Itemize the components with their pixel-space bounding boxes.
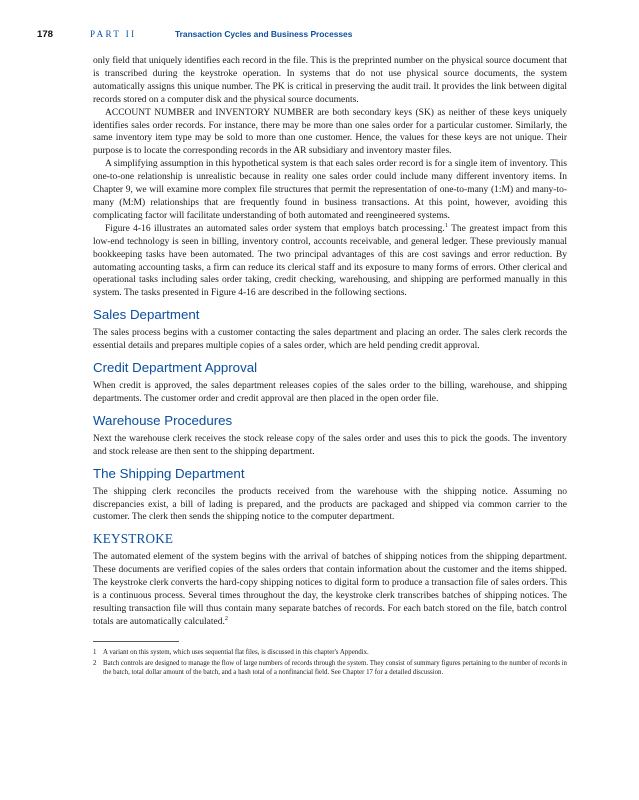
footnote-ref-2: 2: [224, 614, 228, 622]
paragraph-batch-processing-rest: The greatest impact from this low-end technology is seen in billing, inventory control, accounts receivable, and general ledger. These previously manual bookkeeping tasks have been automated. The two principal advantages of this are cost savings and error reduction. By automating accounting tasks, a firm can reduce its clerical staff and its exposure to many forms of errors. Other clerical and operational tasks including sales order taking, credit checking, warehousing, and shipping are performed manually in this system. The tasks presented in Figure 4-16 are described in the following sections.: [93, 223, 567, 299]
paragraph-warehouse-procedures: Next the warehouse clerk receives the stock release copy of the sales order and uses this to pick the goods. The inventory and stock release are then sent to the shipping department.: [93, 433, 567, 457]
footnote-text: Batch controls are designed to manage the flow of large numbers of records through the system. They consist of summary figures pertaining to the number of records in the batch, total dollar amount of the batch, and a hash total of a nonfinancial field. See Chapter 17 for a detailed discussion.: [103, 659, 567, 677]
page-number: 178: [37, 29, 54, 40]
footnote: [93, 659, 567, 678]
paragraph-keystroke: [93, 551, 567, 628]
paragraph-credit-approval: When credit is approved, the sales department releases copies of the sales order to the billing, warehouse, and shipping departments. The customer order and credit approval are then placed in the open order file.: [93, 381, 567, 404]
part-title: Transaction Cycles and Business Processes: [175, 29, 353, 39]
heading-credit-approval: Credit Department Approval: [93, 360, 258, 376]
footnote-ref-1: 1: [444, 221, 448, 229]
footnote-number: 1: [93, 648, 97, 656]
paragraph-batch-processing-start: Figure 4-16 illustrates an automated sales order system that employs batch processing.: [105, 223, 445, 234]
paragraph-batch-processing: [93, 223, 567, 300]
paragraph-keystroke-text: The automated element of the system begins with the arrival of batches of shipping notices from the shipping department. These documents are verified copies of the sales orders that contain information about the customer and the items shipped. The keystroke clerk converts the hard-copy shipping notices to digital form to produce a transaction file of sales orders. This is a continuous process. Several times throughout the day, the keystroke clerk transcribes batches of shipping notices. The resulting transaction file will thus contain many separate batches of records. For each batch stored on the file, batch control totals are automatically calculated.: [93, 552, 567, 627]
paragraph-simplifying-assumption: A simplifying assumption in this hypothetical system is that each sales order record is for a single item of inventory. This one-to-one relationship is unrealistic because in reality one sales order could include many different inventory items. In Chapter 9, we will examine more complex file structures that permit the representation of one-to-many (1:M) and many-to-many (M:M) relationships that are frequently found in business transactions. At this point, however, avoiding this complicating factor will facilitate understanding of both automated and reengineered systems.: [93, 159, 567, 221]
paragraph-shipping-department: The shipping clerk reconciles the products received from the warehouse with the shipping notice. Assuming no discrepancies exist, a bill of lading is prepared, and the products are packaged and shipped via common carrier to the customer. The clerk then sends the shipping notice to the computer department.: [93, 486, 567, 523]
footnote-text: A variant on this system, which uses sequential flat files, is discussed in this chapter's Appendix.: [103, 648, 369, 656]
heading-warehouse-procedures: Warehouse Procedures: [93, 412, 233, 428]
paragraph-primary-key: only field that uniquely identifies each record in the file. This is the preprinted number on the physical source document that is transcribed during the keystroke operation. In systems that do not use physical source documents, the system automatically assigns this unique number. The PK is critical in preserving the audit trail. It provides the link between digital records stored on a computer disk and the physical source documents.: [93, 56, 567, 105]
heading-keystroke: KEYSTROKE: [93, 531, 174, 547]
paragraph-sales-department: The sales process begins with a customer contacting the sales department and placing an order. The sales clerk records the essential details and prepares multiple copies of a sales order, which are held pending credit approval.: [93, 328, 567, 352]
paragraph-secondary-keys: ACCOUNT NUMBER and INVENTORY NUMBER are both secondary keys (SK) as neither of these keys uniquely identifies sales order records. For instance, there may be more than one sales order for a particular customer. Similarly, the same inventory item type may be sold to more than one customer. Hence, the values for these keys are not unique. Their purpose is to locate the corresponding records in the AR subsidiary and inventory master files.: [93, 107, 567, 157]
page-content: [93, 55, 567, 679]
footnote-number: 2: [93, 659, 97, 667]
part-label: PART II: [90, 29, 137, 39]
footnote-divider: [93, 641, 179, 642]
running-header: [37, 29, 609, 43]
heading-sales-department: Sales Department: [93, 307, 200, 323]
heading-shipping-department: The Shipping Department: [93, 465, 245, 481]
footnote: [93, 648, 567, 658]
